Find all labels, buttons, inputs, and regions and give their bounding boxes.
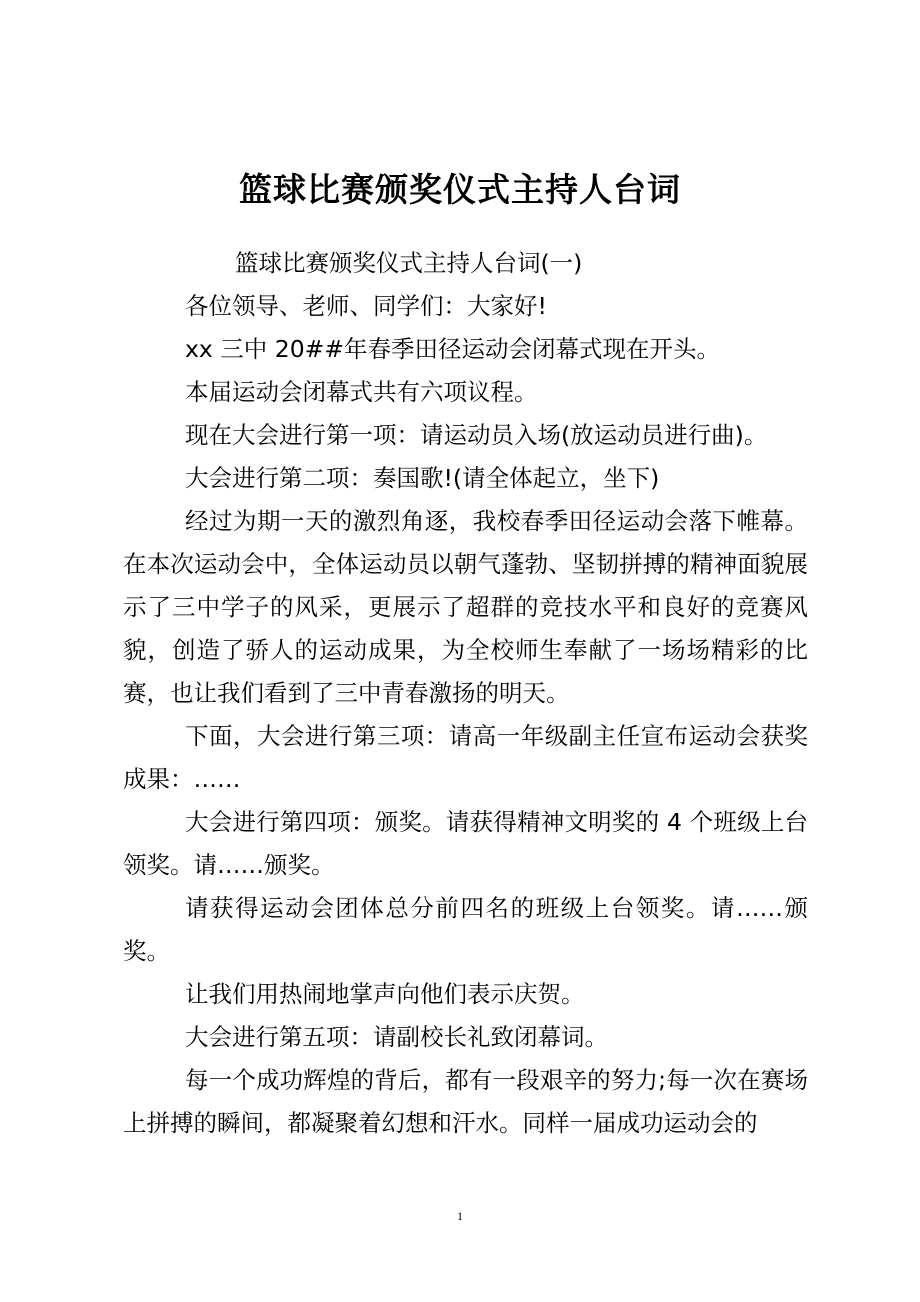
document-title: 篮球比赛颁奖仪式主持人台词 <box>239 170 681 209</box>
subtitle-paragraph: 篮球比赛颁奖仪式主持人台词(一) <box>235 249 583 277</box>
body-paragraph: 本届运动会闭幕式共有六项议程。 <box>185 378 538 406</box>
body-paragraph: 各位领导、老师、同学们：大家好! <box>185 292 547 320</box>
body-paragraph: xx 三中 20##年春季田径运动会闭幕式现在开头。 <box>185 335 721 363</box>
body-paragraph: 大会进行第五项：请副校长礼致闭幕词。 <box>185 1023 608 1051</box>
body-paragraph: 大会进行第四项：颁奖。请获得精神文明奖的 4 个班级上台领奖。请……颁奖。 <box>123 808 808 879</box>
body-paragraph: 下面，大会进行第三项：请高一年级副主任宣布运动会获奖成果：…… <box>123 722 808 793</box>
body-paragraph: 请获得运动会团体总分前四名的班级上台领奖。请……颁奖。 <box>123 894 808 965</box>
body-paragraph: 大会进行第二项：奏国歌!(请全体起立，坐下) <box>185 464 660 492</box>
page-number: 1 <box>457 1209 463 1223</box>
body-paragraph: 让我们用热闹地掌声向他们表示庆贺。 <box>185 980 585 1008</box>
document-body <box>123 242 808 1145</box>
body-paragraph: 经过为期一天的激烈角逐，我校春季田径运动会落下帷幕。在本次运动会中，全体运动员以朝气蓬勃、坚韧拼搏的精神面貌展示了三中学子的风采，更展示了超群的竞技水平和良好的竞赛风貌，创造了骄人的运动成果，为全校师生奉献了一场场精彩的比赛，也让我们看到了三中青春激扬的明天。 <box>123 507 808 707</box>
body-paragraph: 现在大会进行第一项：请运动员入场(放运动员进行曲)。 <box>185 421 768 449</box>
body-paragraph: 每一个成功辉煌的背后，都有一段艰辛的努力;每一次在赛场上拼搏的瞬间，都凝聚着幻想和汗水。同样一届成功运动会的 <box>123 1066 808 1137</box>
